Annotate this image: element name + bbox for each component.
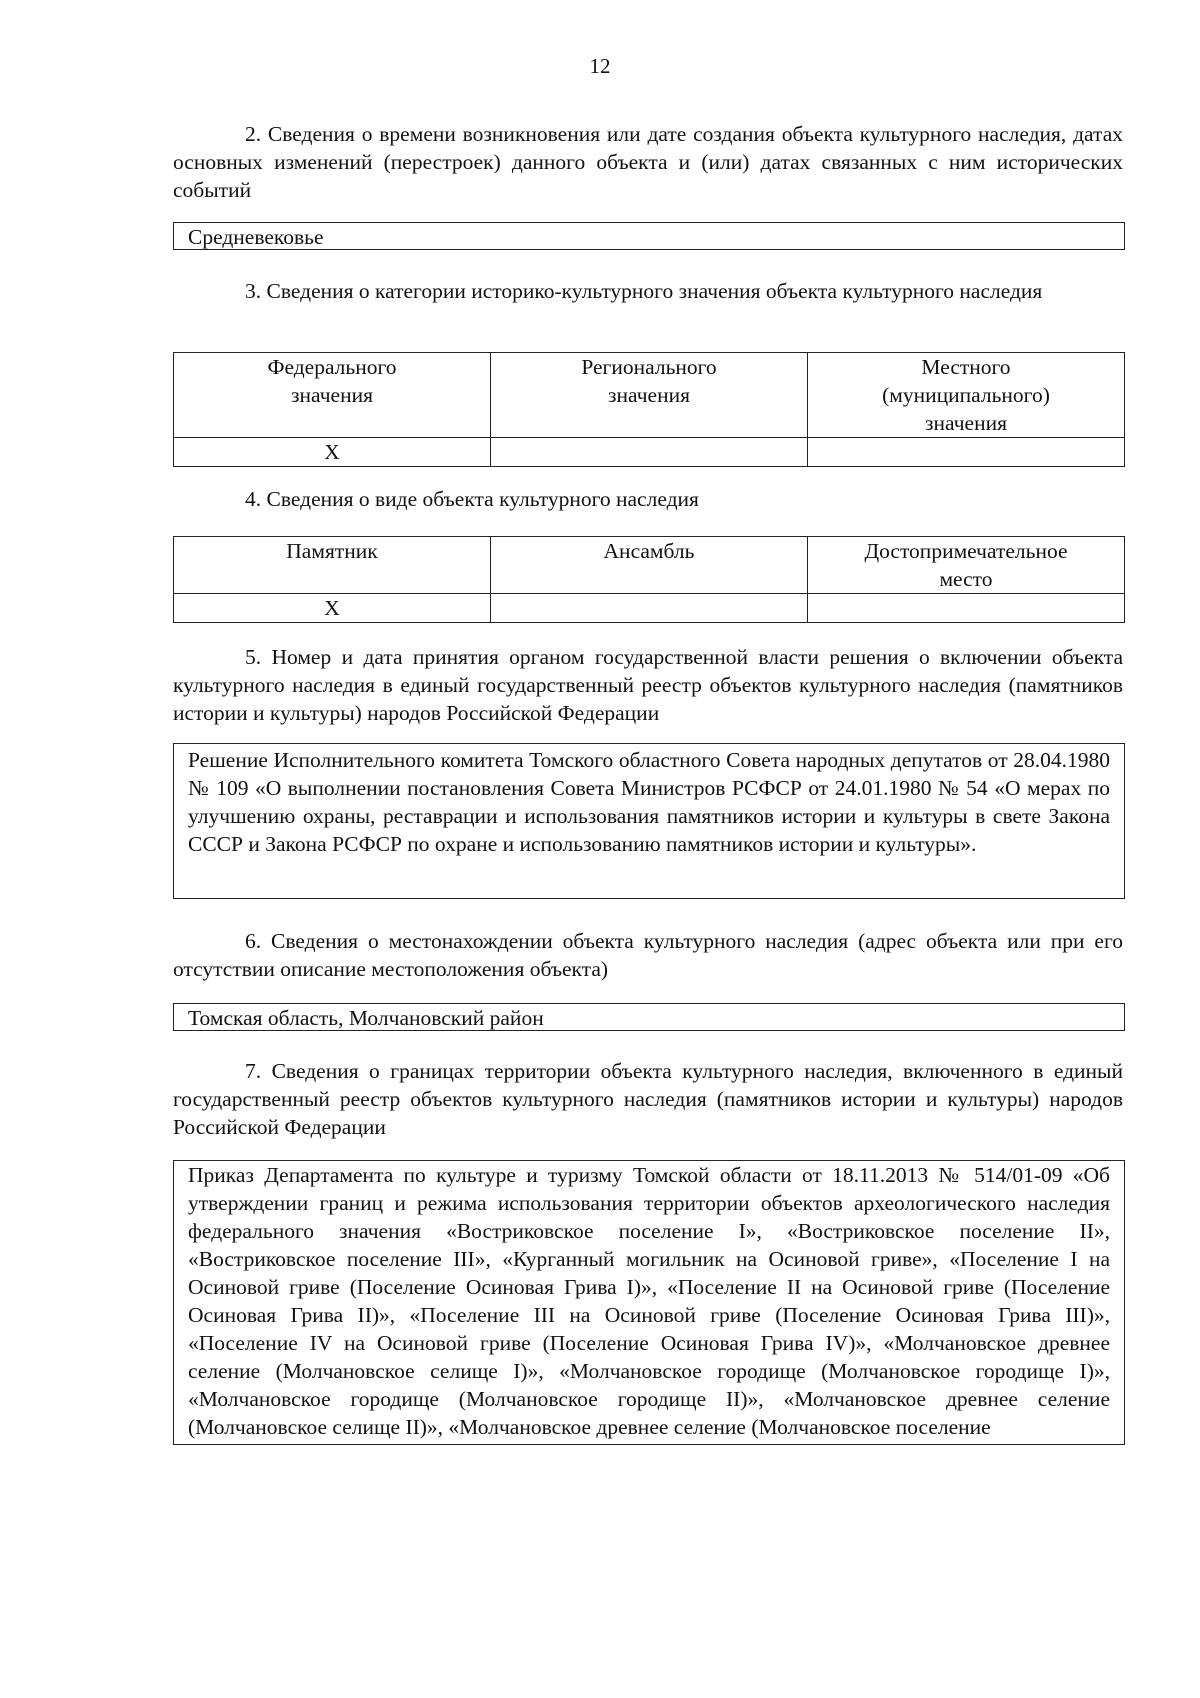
section-5-value: Решение Исполнительного комитета Томского областного Совета народных депутатов от 28.04.1980 № 109 «О выполнении постановления Совета Министров РСФСР от 24.01.1980 № 54 «О мерах по улучшению охраны, реставрации и использования памятников истории и культуры в свете Закона СССР и Закона РСФСР по охране и использованию памятников истории и культуры».: [188, 748, 1110, 856]
section-6-value: Томская область, Молчановский район: [188, 1006, 544, 1030]
section-7-value: Приказ Департамента по культуре и туризму Томской области от 18.11.2013 № 514/01-09 «Об утверждении границ и режима использования территории объектов археологического наследия федерального значения «Востриковское поселение I», «Востриковское поселение II», «Востриковское поселение III», «Курганный могильник на Осиновой гриве», «Поселение I на Осиновой гриве (Поселение Осиновая Грива I)», «Поселение II на Осиновой гриве (Поселение Осиновая Грива II)», «Поселение III на Осиновой гриве (Поселение Осиновая Грива III)», «Поселение IV на Осиновой гриве (Поселение Осиновая Грива IV)», «Молчановское древнее селение (Молчановское селище I)», «Молчановское городище (Молчановское городище I)», «Молчановское городище (Молчановское городище II)», «Молчановское древнее селение (Молчановское селище II)», «Молчановское древнее селение (Молчановское поселение: [188, 1163, 1110, 1439]
category-mark-federal: Х: [174, 438, 491, 467]
section-6-value-box: [173, 1003, 1125, 1031]
type-table: [173, 536, 1125, 623]
type-header-ensemble: Ансамбль: [491, 537, 808, 594]
type-mark-row: [174, 594, 1125, 623]
type-mark-monument: Х: [174, 594, 491, 623]
section-7-heading: 7. Сведения о границах территории объекта культурного наследия, включенного в единый государственный реестр объектов культурного наследия (памятников истории и культуры) народов Российской Федерации: [173, 1059, 1123, 1139]
category-table: [173, 352, 1125, 467]
category-header-regional: Регионального значения: [491, 353, 808, 438]
category-header-local: Местного (муниципального) значения: [808, 353, 1125, 438]
type-mark-landmark: [808, 594, 1125, 623]
section-7-value-box: [173, 1160, 1125, 1445]
section-5-heading: 5. Номер и дата принятия органом государственной власти решения о включении объекта культурного наследия в единый государственный реестр объектов культурного наследия (памятников истории и культуры) народов Российской Федерации: [173, 645, 1123, 725]
category-header-federal: Федерального значения: [174, 353, 491, 438]
type-header-landmark: Достопримечательное место: [808, 537, 1125, 594]
category-mark-regional: [491, 438, 808, 467]
type-header-row: [174, 537, 1125, 594]
section-6-heading: 6. Сведения о местонахождении объекта культурного наследия (адрес объекта или при его отсутствии описание местоположения объекта): [173, 929, 1123, 981]
type-mark-ensemble: [491, 594, 808, 623]
type-header-monument: Памятник: [174, 537, 491, 594]
category-mark-local: [808, 438, 1125, 467]
section-3-heading: 3. Сведения о категории историко-культурного значения объекта культурного наследия: [245, 279, 1043, 303]
section-2-heading: 2. Сведения о времени возникновения или дате создания объекта культурного наследия, датах основных изменений (перестроек) данного объекта и (или) датах связанных с ним исторических событий: [173, 122, 1123, 202]
section-5-value-box: [173, 743, 1125, 899]
category-header-row: [174, 353, 1125, 438]
section-2-value: Средневековье: [188, 225, 324, 249]
section-4-heading: 4. Сведения о виде объекта культурного наследия: [245, 487, 699, 511]
page-number: 12: [589, 54, 611, 78]
section-2-value-box: [173, 222, 1125, 250]
category-mark-row: [174, 438, 1125, 467]
